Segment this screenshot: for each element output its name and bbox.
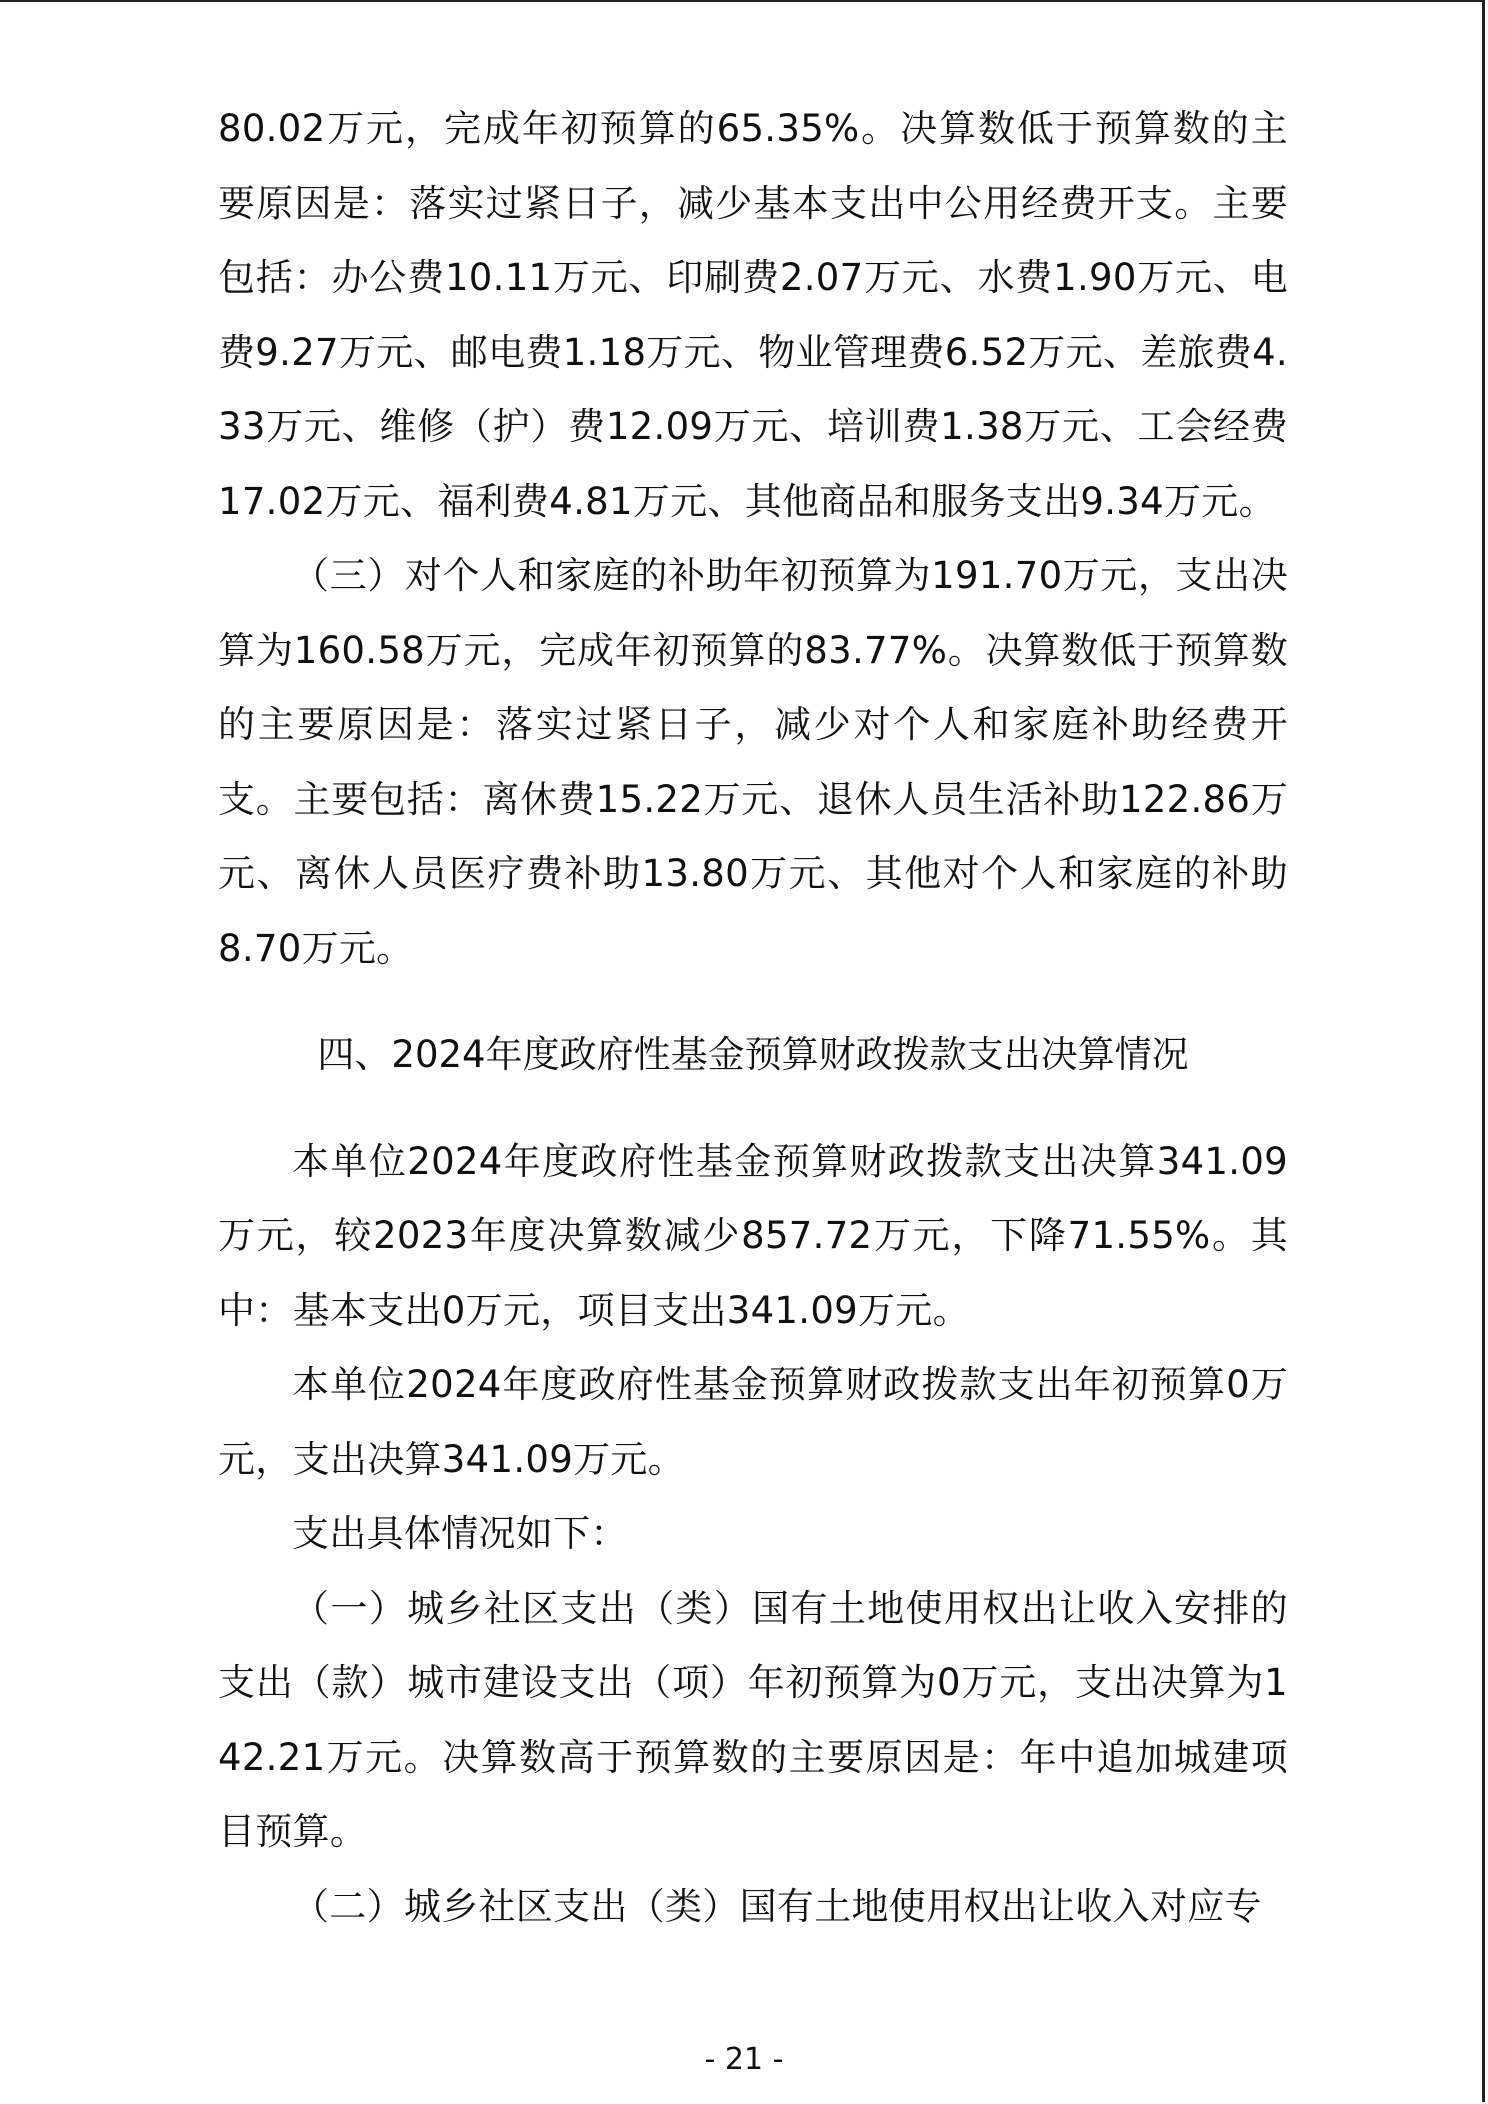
paragraph-household-subsidy: （三）对个人和家庭的补助年初预算为191.70万元，支出决算为160.58万元，完成年初预算的83.77%。决算数低于预算数的主要原因是：落实过紧日子，减少对个人和家庭补助经费开支。主要包括：离休费15.22万元、退休人员生活补助122.86万元、离休人员医疗费补助13.80万元、其他对个人和家庭的补助8.70万元。 [218, 554, 1288, 970]
paragraph-item-two: （二）城乡社区支出（类）国有土地使用权出让收入对应专 [292, 1884, 1262, 1928]
paragraph-continued-expenses: 80.02万元，完成年初预算的65.35%。决算数低于预算数的主要原因是：落实过紧日子，减少基本支出中公用经费开支。主要包括：办公费10.11万元、印刷费2.07万元、水费1.90万元、电费9.27万元、邮电费1.18万元、物业管理费6.52万元、差旅费4.33万元、维修（护）费12.09万元、培训费1.38万元、工会经费17.02万元、福利费4.81万元、其他商品和服务支出9.34万元。 [218, 107, 1288, 523]
section-heading: 四、2024年度政府性基金预算财政拨款支出决算情况 [317, 1033, 1189, 1076]
page-number: - 21 - [704, 2042, 784, 2077]
paragraph-details-intro: 支出具体情况如下： [292, 1512, 628, 1555]
paragraph-fund-budget: 本单位2024年度政府性基金预算财政拨款支出年初预算0万元，支出决算341.09万元。 [218, 1363, 1288, 1481]
paragraph-fund-summary: 本单位2024年度政府性基金预算财政拨款支出决算341.09万元，较2023年度决算数减少857.72万元，下降71.55%。其中：基本支出0万元，项目支出341.09万元。 [218, 1139, 1288, 1332]
paragraph-item-one: （一）城乡社区支出（类）国有土地使用权出让收入安排的支出（款）城市建设支出（项）年初预算为0万元，支出决算为142.21万元。决算数高于预算数的主要原因是：年中追加城建项目预算。 [218, 1586, 1288, 1853]
document-body [218, 92, 1288, 1944]
